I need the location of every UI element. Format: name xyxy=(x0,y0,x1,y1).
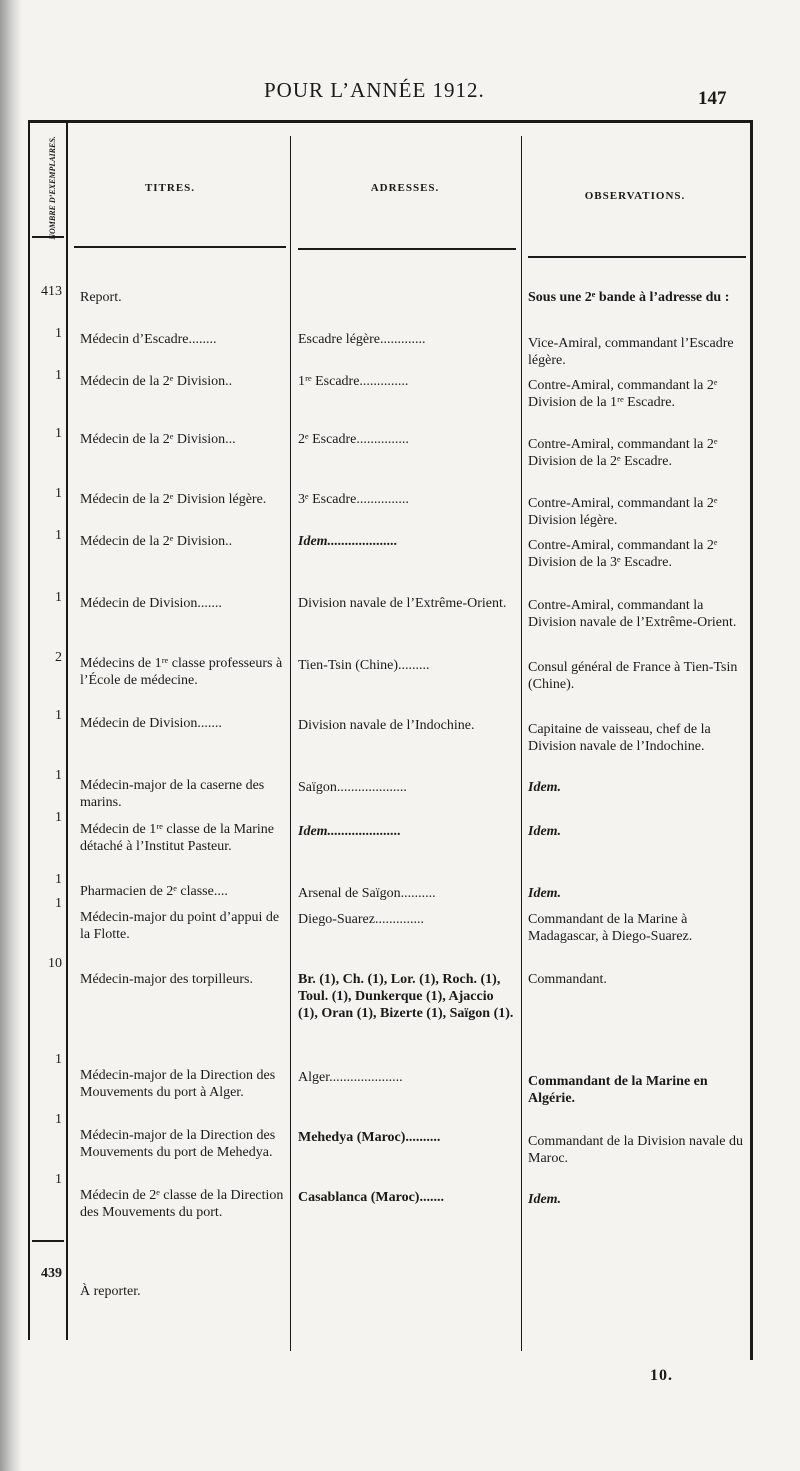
row-address: Division navale de l’Extrême-Orient. xyxy=(298,596,507,611)
row-title: Médecin-major du point d’appui de la Flotte. xyxy=(80,910,280,942)
row-count: 1 xyxy=(55,768,62,783)
row-count: 2 xyxy=(55,650,62,665)
row-observation: Vice-Amiral, commandant l’Escadre légère. xyxy=(528,336,734,368)
row-observation: Idem. xyxy=(528,780,562,795)
row-address: Idem.................... xyxy=(298,534,398,549)
page-edge-shadow xyxy=(0,0,22,1471)
total-title: À reporter. xyxy=(80,1284,141,1299)
row-title: Médecin-major des torpilleurs. xyxy=(80,972,254,987)
row-observation: Capitaine de vaisseau, chef de la Division navale de l’Indochine. xyxy=(528,722,711,754)
row-observation: Idem. xyxy=(528,1192,562,1207)
row-count: 1 xyxy=(55,368,62,383)
table-left-rule xyxy=(28,120,30,1340)
table-top-rule xyxy=(28,120,752,123)
row-count: 1 xyxy=(55,1112,62,1127)
row-title: Médecin-major de la Direction des Mouvements du port à Alger. xyxy=(80,1068,276,1100)
row-address: Diego-Suarez.............. xyxy=(298,912,424,927)
total-count: 439 xyxy=(41,1266,62,1281)
row-address: 2ᵉ Escadre............... xyxy=(298,432,409,447)
row-address: Br. (1), Ch. (1), Lor. (1), Roch. (1), Toul. (1), Dunkerque (1), Ajaccio (1), Oran (1), Bizerte (1), Saïgon (1). xyxy=(298,972,514,1021)
row-title: Médecin de Division....... xyxy=(80,596,222,611)
header-rule-adresses xyxy=(298,248,516,250)
row-observation: Consul général de France à Tien-Tsin (Chine). xyxy=(528,660,738,692)
row-observation: Contre-Amiral, commandant la 2ᵉ Division de la 2ᵉ Escadre. xyxy=(528,437,718,469)
row-count: 10 xyxy=(48,956,62,971)
row-count: 1 xyxy=(55,590,62,605)
column-header-adresses: ADRESSES. xyxy=(370,182,440,194)
row-observation: Idem. xyxy=(528,824,562,839)
column-header-nombre: NOMBRE D’EXEMPLAIRES. xyxy=(48,136,57,240)
row-count: 1 xyxy=(55,1052,62,1067)
row-address: Mehedya (Maroc).......... xyxy=(298,1130,441,1145)
row-count: 1 xyxy=(55,486,62,501)
row-observation: Contre-Amiral, commandant la Division navale de l’Extrême-Orient. xyxy=(528,598,737,630)
row-title: Médecin-major de la Direction des Mouvements du port de Mehedya. xyxy=(80,1128,276,1160)
row-address: Tien-Tsin (Chine)......... xyxy=(298,658,430,673)
header-rule-observations xyxy=(528,256,746,258)
row-count: 1 xyxy=(55,810,62,825)
column-rule-1 xyxy=(66,120,68,1340)
row-count: 1 xyxy=(55,528,62,543)
row-title: Médecin de la 2ᵉ Division.. xyxy=(80,534,233,549)
row-observation: Idem. xyxy=(528,886,562,901)
row-count: 1 xyxy=(55,426,62,441)
row-address: Idem..................... xyxy=(298,824,402,839)
row-title: Médecin de la 2ᵉ Division... xyxy=(80,432,236,447)
column-header-observations: OBSERVATIONS. xyxy=(584,190,686,202)
column-header-titres: TITRES. xyxy=(144,182,196,194)
row-address: Arsenal de Saïgon.......... xyxy=(298,886,436,901)
row-title: Médecin de 1ʳᵉ classe de la Marine détaché à l’Institut Pasteur. xyxy=(80,822,274,854)
row-observation: Contre-Amiral, commandant la 2ᵉ Division légère. xyxy=(528,496,718,528)
row-observation: Commandant de la Marine en Algérie. xyxy=(528,1074,708,1106)
row-address: Division navale de l’Indochine. xyxy=(298,718,475,733)
signature-mark: 10. xyxy=(650,1367,673,1384)
row-title: Médecin de la 2ᵉ Division légère. xyxy=(80,492,267,507)
row-observation: Commandant de la Marine à Madagascar, à Diego-Suarez. xyxy=(528,912,693,944)
row-title: Médecin de la 2ᵉ Division.. xyxy=(80,374,233,389)
report-title: Report. xyxy=(80,290,122,305)
row-title: Médecin de 2ᵉ classe de la Direction des Mouvements du port. xyxy=(80,1188,284,1220)
row-title: Médecin de Division....... xyxy=(80,716,222,731)
row-address: Alger..................... xyxy=(298,1070,403,1085)
row-count: 1 xyxy=(55,872,62,887)
row-title: Médecin-major de la caserne des marins. xyxy=(80,778,265,810)
row-observation: Contre-Amiral, commandant la 2ᵉ Division de la 1ʳᵉ Escadre. xyxy=(528,378,718,410)
row-observation: Commandant. xyxy=(528,972,607,987)
report-observation: Sous une 2ᵉ bande à l’adresse du : xyxy=(528,290,730,305)
row-count: 1 xyxy=(55,896,62,911)
row-title: Médecins de 1ʳᵉ classe professeurs à l’École de médecine. xyxy=(80,656,283,688)
row-observation: Contre-Amiral, commandant la 2ᵉ Division de la 3ᵉ Escadre. xyxy=(528,538,718,570)
page-header-title: POUR L’ANNÉE 1912. xyxy=(264,78,485,102)
row-address: Casablanca (Maroc)....... xyxy=(298,1190,444,1205)
row-title: Pharmacien de 2ᵉ classe.... xyxy=(80,884,228,899)
row-address: 1ʳᵉ Escadre.............. xyxy=(298,374,409,389)
row-address: Escadre légère............. xyxy=(298,332,426,347)
header-rule-titres xyxy=(74,246,286,248)
column-rule-3 xyxy=(521,136,522,1351)
row-title: Médecin d’Escadre........ xyxy=(80,332,217,347)
table-right-rule xyxy=(750,120,753,1360)
row-count: 1 xyxy=(55,326,62,341)
report-count: 413 xyxy=(41,284,62,299)
row-count: 1 xyxy=(55,708,62,723)
page-number: 147 xyxy=(698,88,727,109)
total-rule-nombre xyxy=(32,1240,64,1242)
column-rule-2 xyxy=(290,136,291,1351)
row-observation: Commandant de la Division navale du Maroc. xyxy=(528,1134,744,1166)
row-address: Saïgon.................... xyxy=(298,780,407,795)
row-address: 3ᵉ Escadre............... xyxy=(298,492,409,507)
row-count: 1 xyxy=(55,1172,62,1187)
